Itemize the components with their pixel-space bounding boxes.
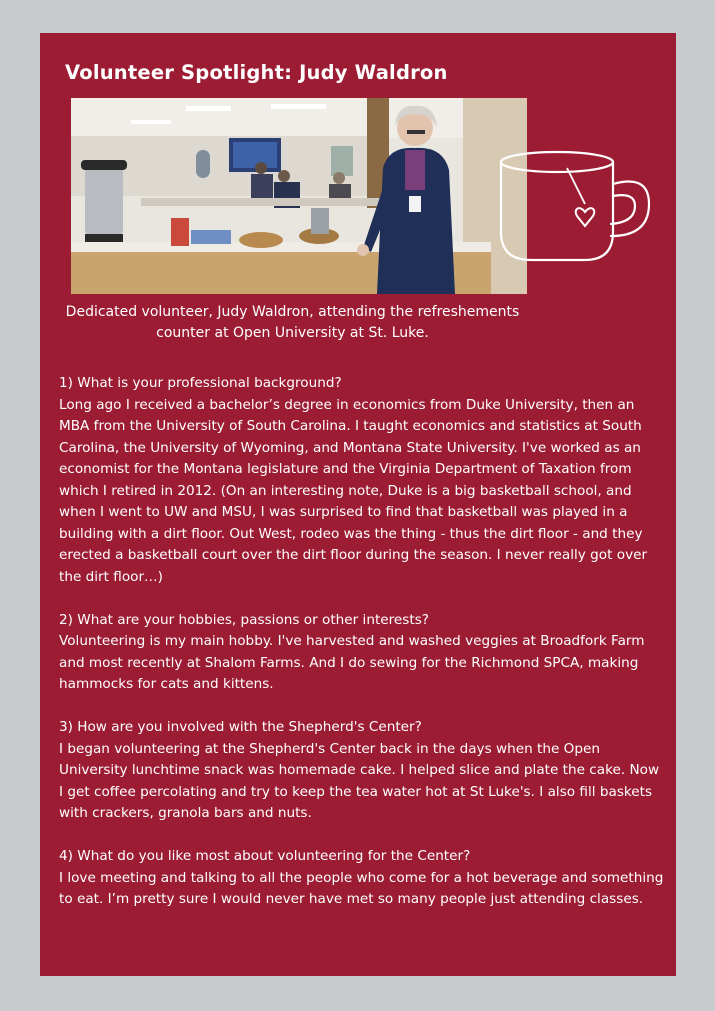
volunteer-photo bbox=[71, 98, 527, 294]
page-title: Volunteer Spotlight: Judy Waldron bbox=[65, 61, 448, 84]
qa-item bbox=[59, 610, 665, 696]
qa-item bbox=[59, 846, 665, 911]
question: 3) How are you involved with the Shepherd's Center? bbox=[59, 719, 422, 735]
spotlight-card bbox=[40, 33, 676, 976]
photo-caption: Dedicated volunteer, Judy Waldron, attending the refreshements counter at Open University at St. Luke. bbox=[65, 304, 520, 341]
interview bbox=[59, 373, 665, 932]
answer: Volunteering is my main hobby. I've harvested and washed veggies at Broadfork Farm and most recently at Shalom Farms. And I do sewing for the Richmond SPCA, making hammocks for cats and kittens. bbox=[59, 633, 645, 692]
answer: Long ago I received a bachelor’s degree in economics from Duke University, then an MBA from the University of South Carolina. I taught economics and statistics at South Carolina, the University of Wyoming, and Montana State University. I've worked as an economist for the Montana legislature and the Virginia Department of Taxation from which I retired in 2012. (On an interesting note, Duke is a big basketball school, and when I went to UW and MSU, I was surprised to find that basketball was played in a building with a dirt floor. Out West, rodeo was the thing - thus the dirt floor - and they erected a basketball court over the dirt floor during the season. I never really got over the dirt floor…) bbox=[59, 396, 648, 585]
question: 4) What do you like most about volunteering for the Center? bbox=[59, 848, 471, 864]
qa-item bbox=[59, 373, 665, 588]
coffee-mug-icon bbox=[495, 140, 655, 268]
answer: I began volunteering at the Shepherd's Center back in the days when the Open University lunchtime snack was homemade cake. I helped slice and plate the cake. Now I get coffee percolating and try to keep the tea water hot at St Luke's. I also fill baskets with crackers, granola bars and nuts. bbox=[59, 740, 660, 821]
answer: I love meeting and talking to all the people who come for a hot beverage and something to eat. I’m pretty sure I would never have met so many people just attending classes. bbox=[59, 869, 664, 907]
qa-item bbox=[59, 717, 665, 825]
question: 2) What are your hobbies, passions or other interests? bbox=[59, 611, 430, 628]
question: 1) What is your professional background? bbox=[59, 375, 342, 391]
heart-tea-tag-icon bbox=[576, 208, 595, 226]
